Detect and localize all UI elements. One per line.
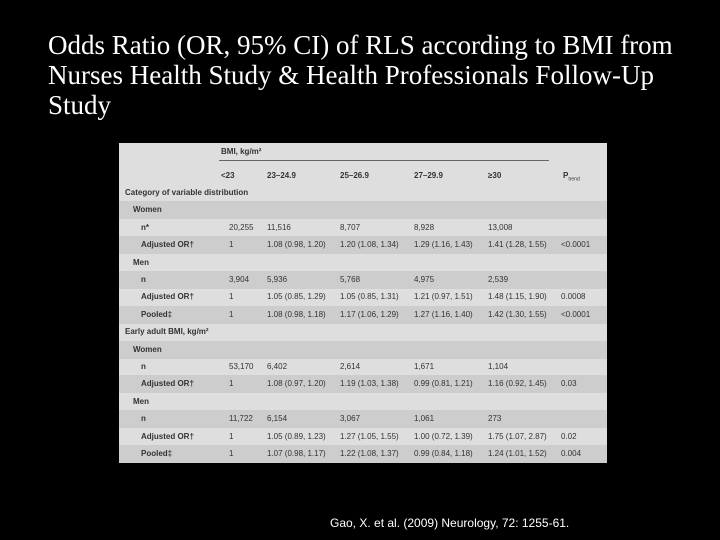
table-cell: 4,975 bbox=[414, 275, 435, 284]
table-cell: 1.29 (1.16, 1.43) bbox=[414, 240, 473, 250]
p-trend-sub: trend bbox=[568, 176, 580, 183]
table-cell: 1.05 (0.89, 1.23) bbox=[267, 431, 326, 441]
table-row bbox=[119, 375, 607, 393]
row-label: n* bbox=[141, 222, 149, 232]
table-cell: 1.16 (0.92, 1.45) bbox=[488, 379, 547, 389]
table-cell: 1.05 (0.85, 1.29) bbox=[267, 292, 326, 302]
table-cell: 11,516 bbox=[267, 222, 291, 232]
table-cell: 1.41 (1.28, 1.55) bbox=[488, 240, 547, 250]
column-header: 25–26.9 bbox=[340, 171, 369, 180]
table-cell: 1.20 (1.08, 1.34) bbox=[340, 240, 399, 250]
header-rule bbox=[219, 160, 549, 161]
table-row bbox=[119, 323, 607, 341]
table-cell: 1.07 (0.98, 1.17) bbox=[267, 449, 326, 458]
table-row bbox=[119, 184, 607, 202]
p-trend-cell: 0.004 bbox=[561, 449, 582, 458]
table-cell: 5,936 bbox=[267, 275, 288, 284]
table-cell: 6,154 bbox=[267, 414, 288, 424]
table-cell: 1.17 (1.06, 1.29) bbox=[340, 309, 399, 319]
table-cell: 1,104 bbox=[488, 362, 509, 371]
table-cell: 20,255 bbox=[229, 222, 254, 232]
p-trend-cell: <0.0001 bbox=[561, 240, 591, 250]
row-label: n bbox=[141, 362, 146, 371]
table-cell: 5,768 bbox=[340, 275, 361, 284]
p-trend-label: P bbox=[563, 171, 569, 180]
table-row bbox=[119, 201, 607, 219]
row-label: Women bbox=[133, 344, 162, 354]
table-row bbox=[119, 341, 607, 359]
table-cell: 0.99 (0.84, 1.18) bbox=[414, 449, 473, 458]
p-trend-cell: <0.0001 bbox=[561, 309, 591, 319]
row-label: Adjusted OR† bbox=[141, 431, 194, 441]
table-cell: 1.08 (0.98, 1.18) bbox=[267, 309, 326, 319]
table-row bbox=[119, 288, 607, 306]
row-label: Adjusted OR† bbox=[141, 292, 194, 302]
table-cell: 1 bbox=[229, 240, 234, 250]
table-cell: 1.27 (1.05, 1.55) bbox=[340, 431, 399, 441]
table-cell: 1.19 (1.03, 1.38) bbox=[340, 379, 399, 389]
row-label: Category of variable distribution bbox=[125, 188, 249, 197]
p-trend-header bbox=[563, 171, 580, 183]
table-cell: 8,928 bbox=[414, 222, 435, 232]
table-cell: 1 bbox=[229, 379, 234, 389]
table-cell: 1.42 (1.30, 1.55) bbox=[488, 309, 547, 319]
table-cell: 1 bbox=[229, 309, 234, 319]
row-label: Adjusted OR† bbox=[141, 240, 194, 250]
table-cell: 6,402 bbox=[267, 362, 288, 371]
slide-title: Odds Ratio (OR, 95% CI) of RLS according to BMI from Nurses Health Study & Health Professionals Follow-Up Study bbox=[48, 30, 673, 120]
results-table bbox=[119, 143, 607, 463]
table-cell: 8,707 bbox=[340, 222, 361, 232]
table-cell: 0.99 (0.81, 1.21) bbox=[414, 379, 473, 389]
table-cell: 1 bbox=[229, 449, 234, 458]
table-cell: 3,904 bbox=[229, 275, 250, 284]
table-row bbox=[119, 236, 607, 254]
table-cell: 1 bbox=[229, 431, 234, 441]
table-cell: 273 bbox=[488, 414, 502, 424]
table-cell: 2,539 bbox=[488, 275, 509, 284]
table-row bbox=[119, 393, 607, 411]
column-header: 27–29.9 bbox=[414, 171, 443, 180]
table-cell: 1.05 (0.85, 1.31) bbox=[340, 292, 399, 302]
bmi-group-header: BMI, kg/m² bbox=[221, 147, 262, 156]
table-cell: 1 bbox=[229, 292, 234, 302]
table-row bbox=[119, 271, 607, 289]
table-cell: 1.08 (0.97, 1.20) bbox=[267, 379, 326, 389]
table-row bbox=[119, 445, 607, 463]
column-header: <23 bbox=[221, 171, 235, 180]
table-cell: 1.21 (0.97, 1.51) bbox=[414, 292, 473, 302]
table-row bbox=[119, 306, 607, 324]
table-cell: 1,671 bbox=[414, 362, 435, 371]
table-cell: 13,008 bbox=[488, 222, 513, 232]
row-label: n bbox=[141, 275, 146, 284]
table-row bbox=[119, 410, 607, 428]
p-trend-cell: 0.0008 bbox=[561, 292, 586, 302]
table-cell: 11,722 bbox=[229, 414, 253, 424]
row-label: Early adult BMI, kg/m² bbox=[125, 327, 209, 337]
table-row bbox=[119, 254, 607, 272]
citation: Gao, X. et al. (2009) Neurology, 72: 1255-61. bbox=[330, 516, 570, 530]
column-header: 23–24.9 bbox=[267, 171, 296, 180]
row-label: Pooled‡ bbox=[141, 309, 173, 319]
table-row bbox=[119, 358, 607, 376]
table-cell: 1,061 bbox=[414, 414, 435, 424]
table-cell: 1.75 (1.07, 2.87) bbox=[488, 431, 547, 441]
table-cell: 1.27 (1.16, 1.40) bbox=[414, 309, 473, 319]
table-row bbox=[119, 219, 607, 237]
table-cell: 3,067 bbox=[340, 414, 361, 424]
column-header: ≥30 bbox=[488, 171, 502, 180]
row-label: Adjusted OR† bbox=[141, 379, 194, 389]
row-label: Men bbox=[133, 396, 149, 406]
p-trend-cell: 0.03 bbox=[561, 379, 577, 389]
table-cell: 1.08 (0.98, 1.20) bbox=[267, 240, 326, 250]
table-cell: 2,614 bbox=[340, 362, 361, 371]
table-row bbox=[119, 428, 607, 446]
table-cell: 1.22 (1.08, 1.37) bbox=[340, 449, 399, 458]
row-label: n bbox=[141, 414, 146, 424]
p-trend-cell: 0.02 bbox=[561, 431, 577, 441]
row-label: Men bbox=[133, 257, 149, 267]
table-cell: 1.24 (1.01, 1.52) bbox=[488, 449, 547, 458]
table-cell: 1.00 (0.72, 1.39) bbox=[414, 431, 473, 441]
table-cell: 53,170 bbox=[229, 362, 254, 371]
row-label: Women bbox=[133, 205, 162, 215]
table-cell: 1.48 (1.15, 1.90) bbox=[488, 292, 547, 302]
table-header bbox=[119, 143, 607, 187]
row-label: Pooled‡ bbox=[141, 449, 173, 458]
